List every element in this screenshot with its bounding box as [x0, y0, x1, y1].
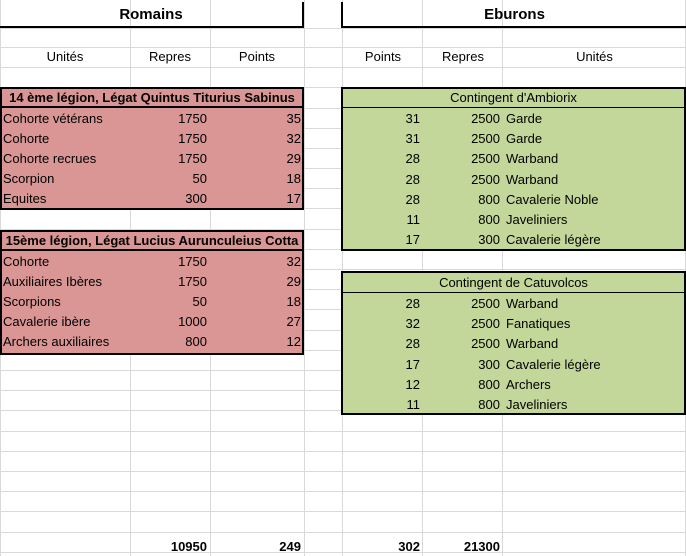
eburons-unit-name: Garde	[506, 131, 543, 147]
eburons-unit-points: 28	[405, 336, 420, 352]
romains-unit-repres: 1750	[178, 151, 207, 166]
eburons-unit-points: 17	[405, 232, 420, 248]
eburons-unit-repres: 2500	[471, 171, 500, 187]
eburons-unit-repres: 800	[478, 212, 500, 227]
romains-unit-points: 29	[286, 151, 301, 166]
romains-unit-points: 18	[286, 294, 301, 309]
romains-unit-points: 12	[286, 334, 301, 349]
eburons-group-1-title: Contingent d'Ambiorix	[341, 88, 686, 108]
romains-unit-name: Cohorte vétérans	[3, 111, 103, 126]
eburons-unit-points: 28	[405, 191, 420, 207]
eburons-unit-name: Javeliniers	[506, 212, 568, 227]
eburons-unit-points: 11	[406, 212, 420, 227]
eburons-unit-name: Warband	[506, 296, 559, 311]
eburons-unit-name: Cavalerie légère	[506, 356, 601, 372]
eburons-unit-points: 17	[405, 356, 420, 372]
eburons-unit-name: Fanatiques	[506, 316, 571, 332]
eburons-unit-name: Garde	[506, 111, 543, 126]
eburons-header-unites: Unités	[576, 49, 613, 64]
eburons-unit-repres: 2500	[471, 316, 500, 332]
romains-unit-points: 17	[286, 191, 301, 206]
romains-unit-name: Cavalerie ibère	[3, 314, 91, 329]
eburons-unit-repres: 2500	[471, 131, 500, 147]
eburons-header-points: Points	[364, 49, 402, 64]
eburons-unit-repres: 800	[478, 191, 500, 207]
romains-unit-name: Scorpion	[3, 171, 55, 186]
eburons-group-2-title: Contingent de Catuvolcos	[341, 273, 686, 293]
eburons-unit-name: Warband	[506, 336, 559, 352]
romains-unit-repres: 1750	[178, 111, 207, 126]
romains-unit-name: Cohorte recrues	[3, 151, 97, 166]
eburons-header-repres: Repres	[442, 49, 484, 64]
eburons-unit-repres: 2500	[471, 296, 500, 311]
romains-unit-points: 29	[286, 274, 301, 289]
romains-group-1-title: 14 ème légion, Légat Quintus Titurius Sabinus	[0, 88, 304, 108]
eburons-unit-points: 12	[405, 376, 420, 392]
romains-unit-points: 32	[286, 131, 301, 146]
romains-unit-points: 32	[286, 254, 301, 269]
romains-unit-repres: 50	[192, 171, 207, 186]
eburons-unit-repres: 800	[478, 376, 500, 392]
romains-unit-name: Cohorte	[3, 131, 50, 146]
eburons-unit-repres: 2500	[471, 151, 500, 167]
romains-group-2-title: 15ème légion, Légat Lucius Aurunculeius Cotta	[0, 231, 304, 251]
eburons-unit-points: 11	[406, 397, 420, 412]
eburons-unit-name: Javeliniers	[506, 397, 568, 412]
romains-unit-points: 18	[286, 171, 301, 186]
romains-unit-repres: 1750	[178, 254, 207, 269]
eburons-unit-name: Cavalerie Noble	[506, 191, 599, 207]
eburons-unit-repres: 300	[478, 232, 500, 248]
eburons-unit-name: Cavalerie légère	[506, 232, 601, 248]
romains-unit-name: Scorpions	[3, 294, 61, 309]
romains-unit-repres: 1000	[178, 314, 207, 329]
romains-unit-name: Equites	[3, 191, 47, 206]
eburons-unit-points: 28	[405, 171, 420, 187]
eburons-unit-name: Warband	[506, 151, 559, 167]
romains-unit-repres: 50	[192, 294, 207, 309]
eburons-total-points: 302	[398, 539, 420, 554]
eburons-unit-points: 28	[405, 151, 420, 167]
eburons-unit-points: 28	[405, 296, 420, 311]
romains-header-unites: Unités	[46, 49, 84, 64]
romains-unit-name: Archers auxiliaires	[3, 334, 110, 349]
romains-header-repres: Repres	[149, 49, 191, 64]
romains-total-points: 249	[279, 539, 301, 554]
eburons-unit-repres: 300	[478, 356, 500, 372]
eburons-unit-repres: 2500	[471, 111, 500, 126]
romains-unit-points: 35	[286, 111, 301, 126]
eburons-unit-repres: 800	[478, 397, 500, 412]
romains-unit-repres: 1750	[178, 274, 207, 289]
romains-unit-points: 27	[286, 314, 301, 329]
eburons-unit-points: 31	[405, 131, 420, 147]
eburons-unit-name: Warband	[506, 171, 559, 187]
romains-total-repres: 10950	[170, 539, 207, 554]
romains-unit-repres: 300	[185, 191, 207, 206]
romains-unit-name: Auxiliaires Ibères	[3, 274, 102, 289]
romains-unit-name: Cohorte	[3, 254, 50, 269]
eburons-unit-points: 31	[405, 111, 420, 126]
eburons-title: Eburons	[341, 2, 686, 28]
romains-unit-repres: 800	[185, 334, 207, 349]
eburons-unit-points: 32	[405, 316, 420, 332]
romains-title: Romains	[0, 2, 304, 28]
eburons-unit-name: Archers	[506, 376, 551, 392]
eburons-total-repres: 21300	[463, 539, 500, 554]
romains-unit-repres: 1750	[178, 131, 207, 146]
romains-header-points: Points	[238, 49, 276, 64]
eburons-unit-repres: 2500	[471, 336, 500, 352]
